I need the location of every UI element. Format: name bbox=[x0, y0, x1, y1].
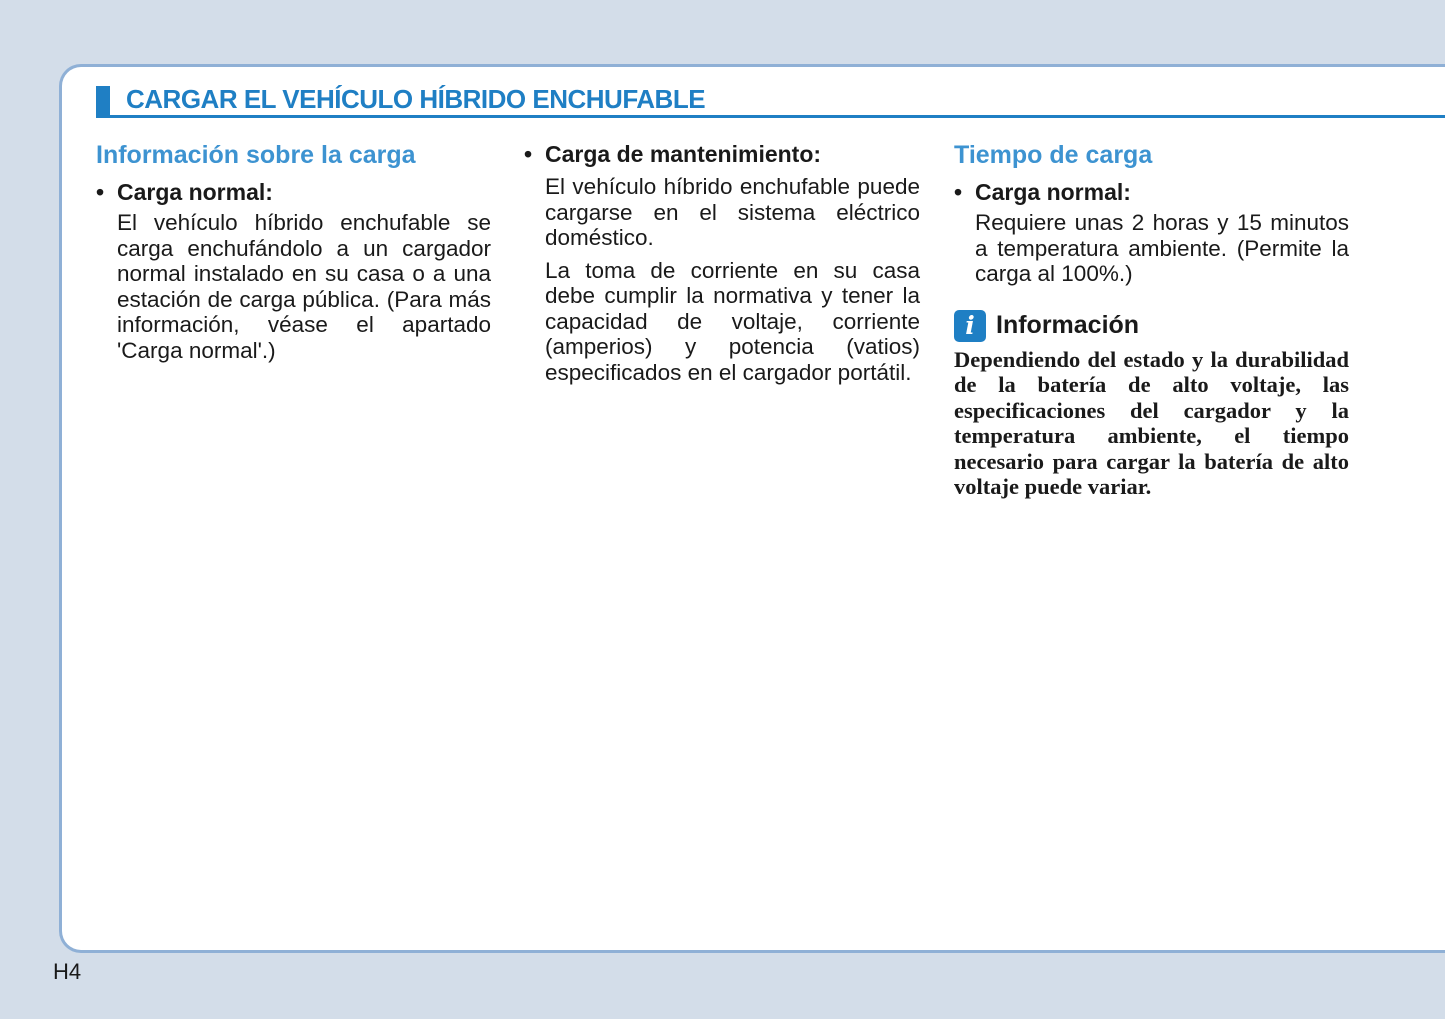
info-heading bbox=[954, 309, 1349, 343]
bullet-normal-charging-time bbox=[954, 178, 1349, 206]
info-icon: i bbox=[954, 310, 986, 342]
bullet-label: Carga de mantenimiento: bbox=[545, 141, 822, 167]
bullet-dot: • bbox=[96, 179, 105, 205]
paragraph-maintenance-1: El vehículo híbrido enchufable puede cargarse en el sistema eléctrico doméstico. bbox=[545, 174, 920, 250]
bullet-dot: • bbox=[954, 179, 963, 205]
bullet-maintenance-charging bbox=[524, 140, 920, 168]
heading-charging-time: Tiempo de carga bbox=[954, 141, 1153, 169]
bullet-normal-charging bbox=[96, 178, 491, 206]
title-accent-block bbox=[96, 86, 110, 116]
paragraph-charging-time: Requiere unas 2 horas y 15 minutos a temperatura ambiente. (Permite la carga al 100%.) bbox=[975, 210, 1349, 286]
info-title: Información bbox=[996, 311, 1140, 339]
section-title: CARGAR EL VEHÍCULO HÍBRIDO ENCHUFABLE bbox=[126, 84, 706, 114]
section-title-bar bbox=[96, 84, 1445, 118]
bullet-label: Carga normal: bbox=[975, 179, 1131, 205]
bullet-label: Carga normal: bbox=[117, 179, 273, 205]
paragraph-normal-charging: El vehículo híbrido enchufable se carga enchufándolo a un cargador normal instalado en su casa o a una estación de carga pública. (Para más información, véase el apartado 'Carga normal'.) bbox=[117, 210, 491, 363]
paragraph-maintenance-2: La toma de corriente en su casa debe cumplir la normativa y tener la capacidad de voltaje, corriente (amperios) y potencia (vatios) especificados en el cargador portátil. bbox=[545, 257, 920, 385]
page-number: H4 bbox=[53, 959, 82, 984]
column-maintenance-charging bbox=[524, 140, 920, 392]
bullet-dot: • bbox=[524, 141, 533, 167]
column-charging-info bbox=[96, 140, 491, 370]
heading-charging-info: Información sobre la carga bbox=[96, 141, 416, 169]
info-text: Dependiendo del estado y la durabilidad de la batería de alto voltaje, las especificaciones del cargador y la temperatura ambiente, el tiempo necesario para cargar la batería de alto voltaje puede variar. bbox=[954, 346, 1349, 499]
column-charging-time bbox=[954, 140, 1349, 500]
